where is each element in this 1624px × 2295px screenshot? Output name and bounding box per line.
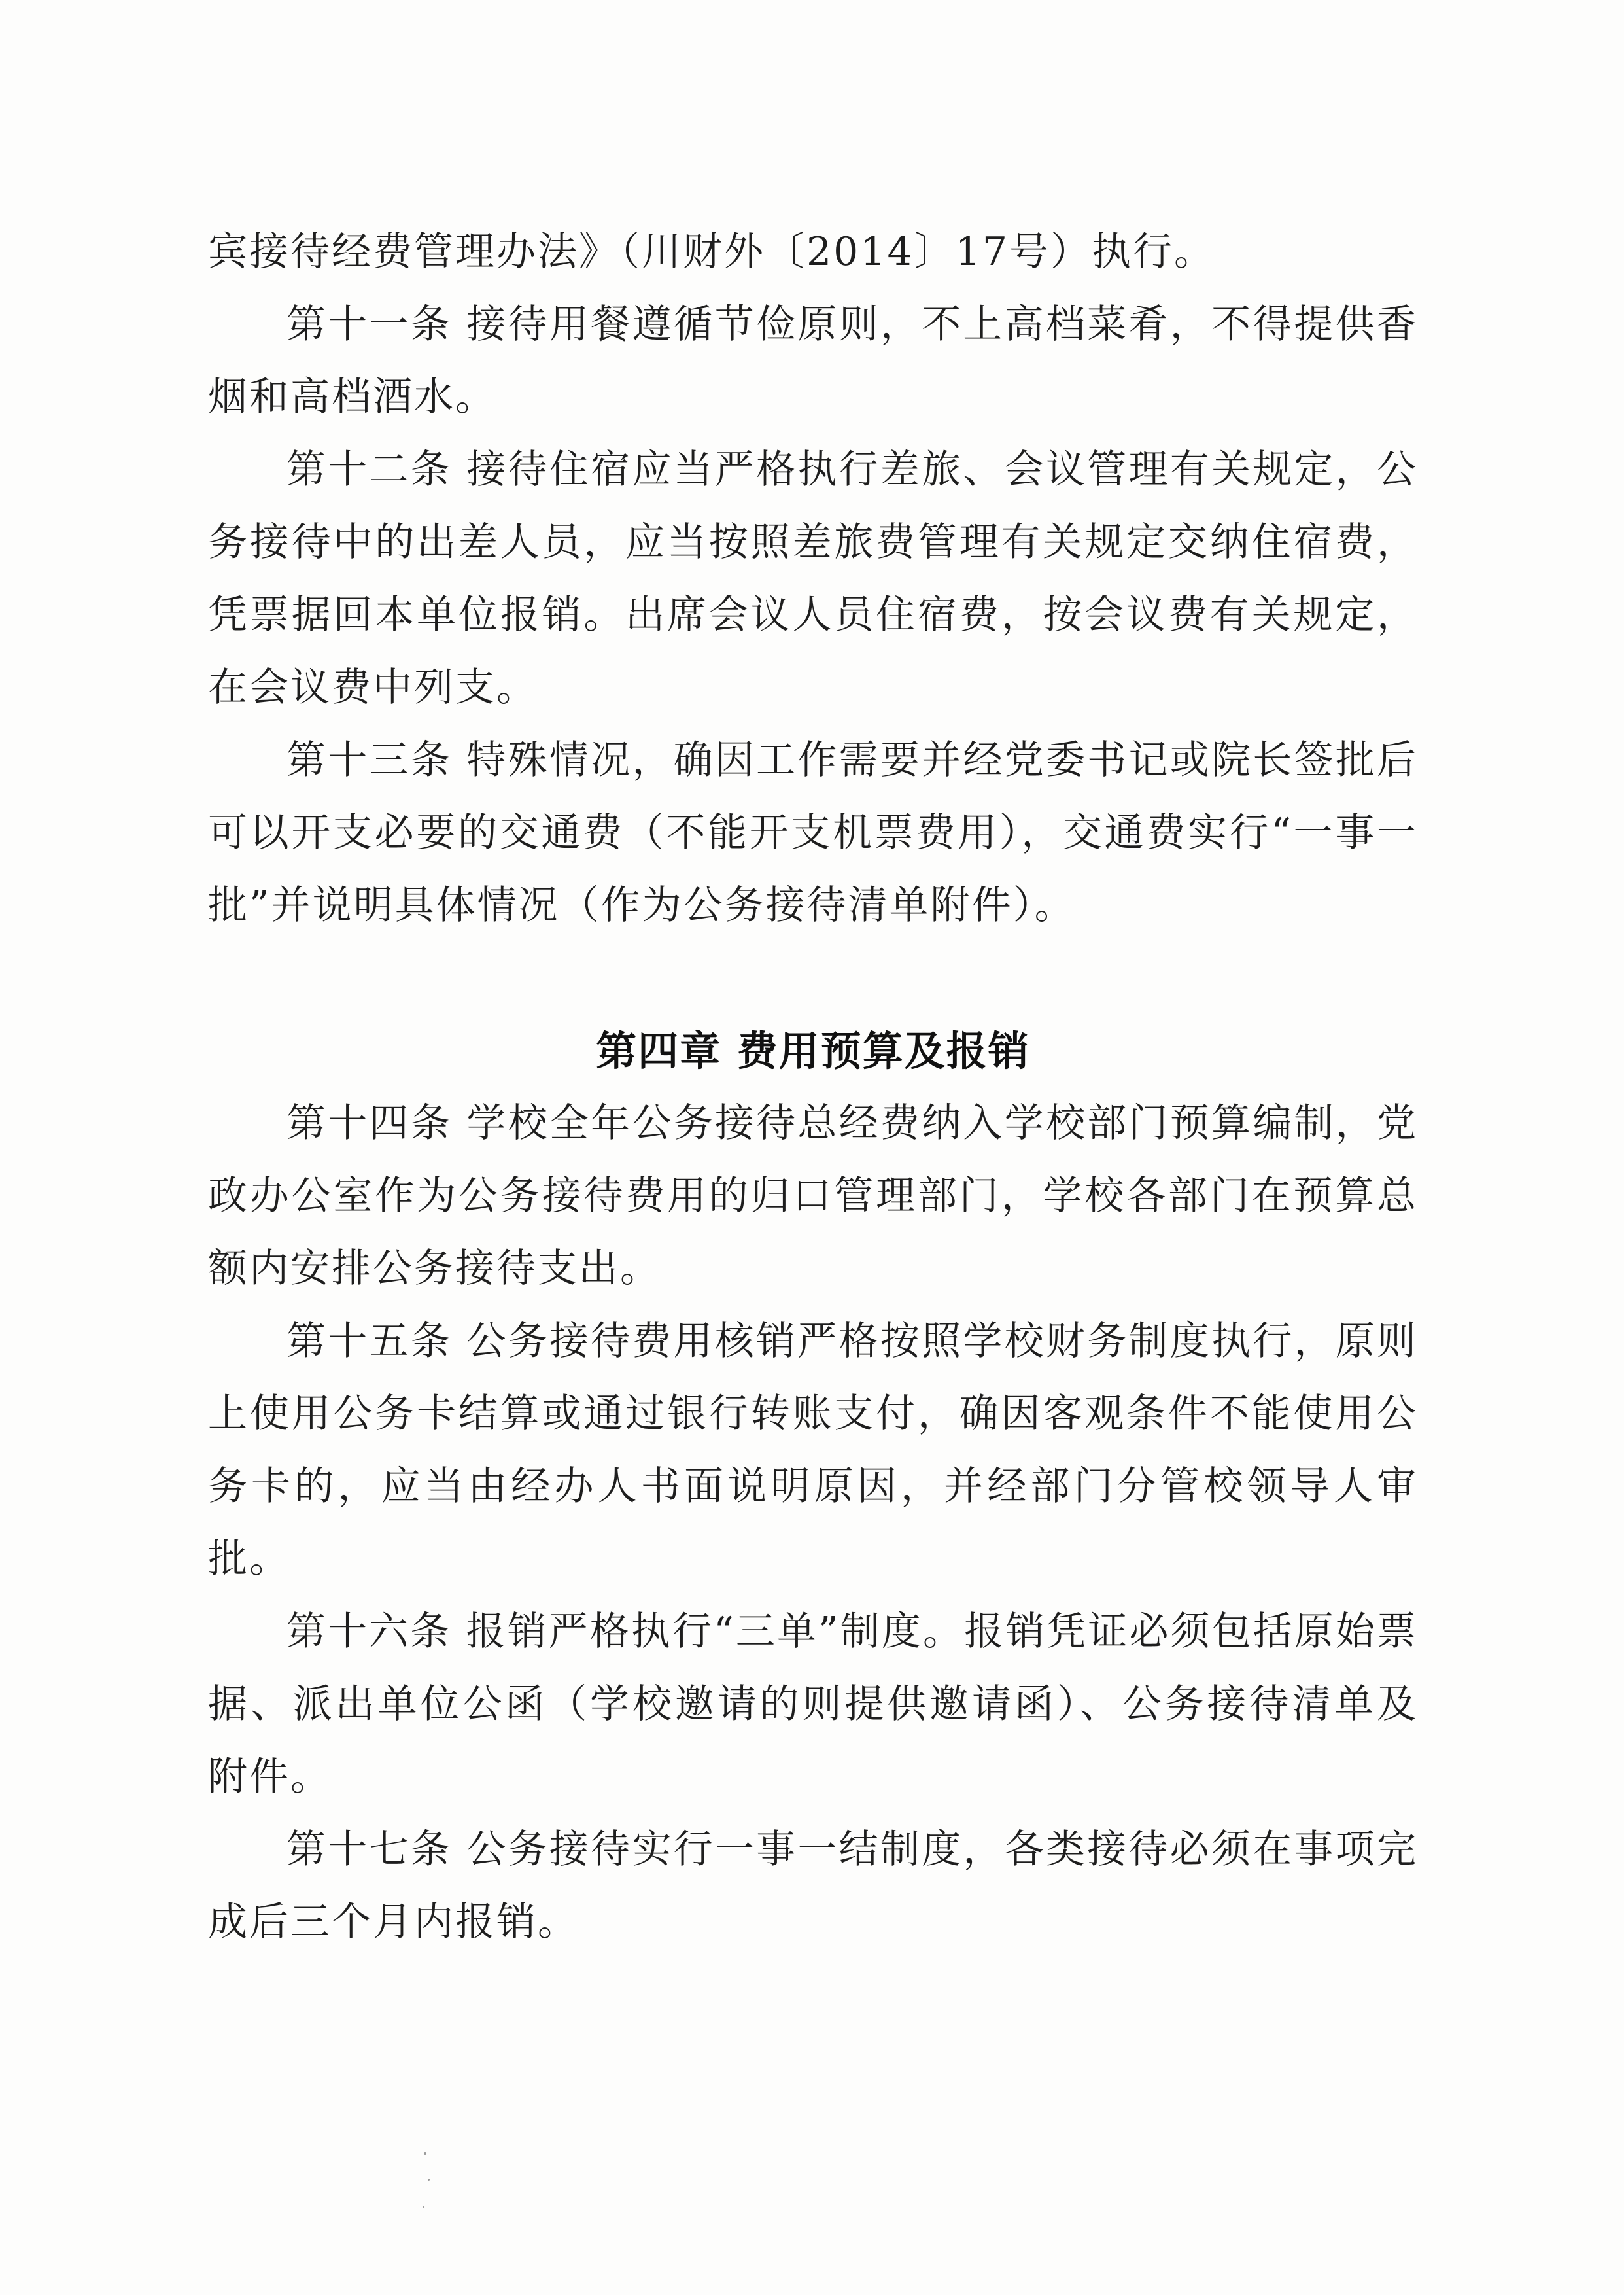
article-13: 第十三条 特殊情况，确因工作需要并经党委书记或院长签批后可以开支必要的交通费（不能开支机票费用），交通费实行“一事一批”并说明具体情况（作为公务接待清单附件）。 (208, 737, 1418, 928)
article-12: 第十二条 接待住宿应当严格执行差旅、会议管理有关规定，公务接待中的出差人员，应当按照差旅费管理有关规定交纳住宿费，凭票据回本单位报销。出席会议人员住宿费，按会议费有关规定，在会议费中列支。 (208, 447, 1418, 710)
article-17: 第十七条 公务接待实行一事一结制度，各类接待必须在事项完成后三个月内报销。 (208, 1827, 1418, 1945)
article-14: 第十四条 学校全年公务接待总经费纳入学校部门预算编制，党政办公室作为公务接待费用的归口管理部门，学校各部门在预算总额内安排公务接待支出。 (208, 1100, 1418, 1291)
article-16: 第十六条 报销严格执行“三单”制度。报销凭证必须包括原始票据、派出单位公函（学校邀请的则提供邀请函）、公务接待清单及附件。 (208, 1609, 1418, 1800)
scan-speck (428, 2179, 430, 2181)
scan-speck (423, 2206, 424, 2208)
document-body (208, 216, 1418, 1959)
article-15: 第十五条 公务接待费用核销严格按照学校财务制度执行，原则上使用公务卡结算或通过银行转账支付，确因客观条件不能使用公务卡的，应当由经办人书面说明原因，并经部门分管校领导人审批。 (208, 1318, 1418, 1582)
chapter-heading: 第四章 费用预算及报销 (596, 1027, 1030, 1075)
paragraph-continuation: 宾接待经费管理办法》（川财外〔2014〕17号）执行。 (208, 229, 1216, 275)
article-11: 第十一条 接待用餐遵循节俭原则，不上高档菜肴，不得提供香烟和高档酒水。 (208, 302, 1418, 420)
scan-speck (424, 2152, 426, 2155)
